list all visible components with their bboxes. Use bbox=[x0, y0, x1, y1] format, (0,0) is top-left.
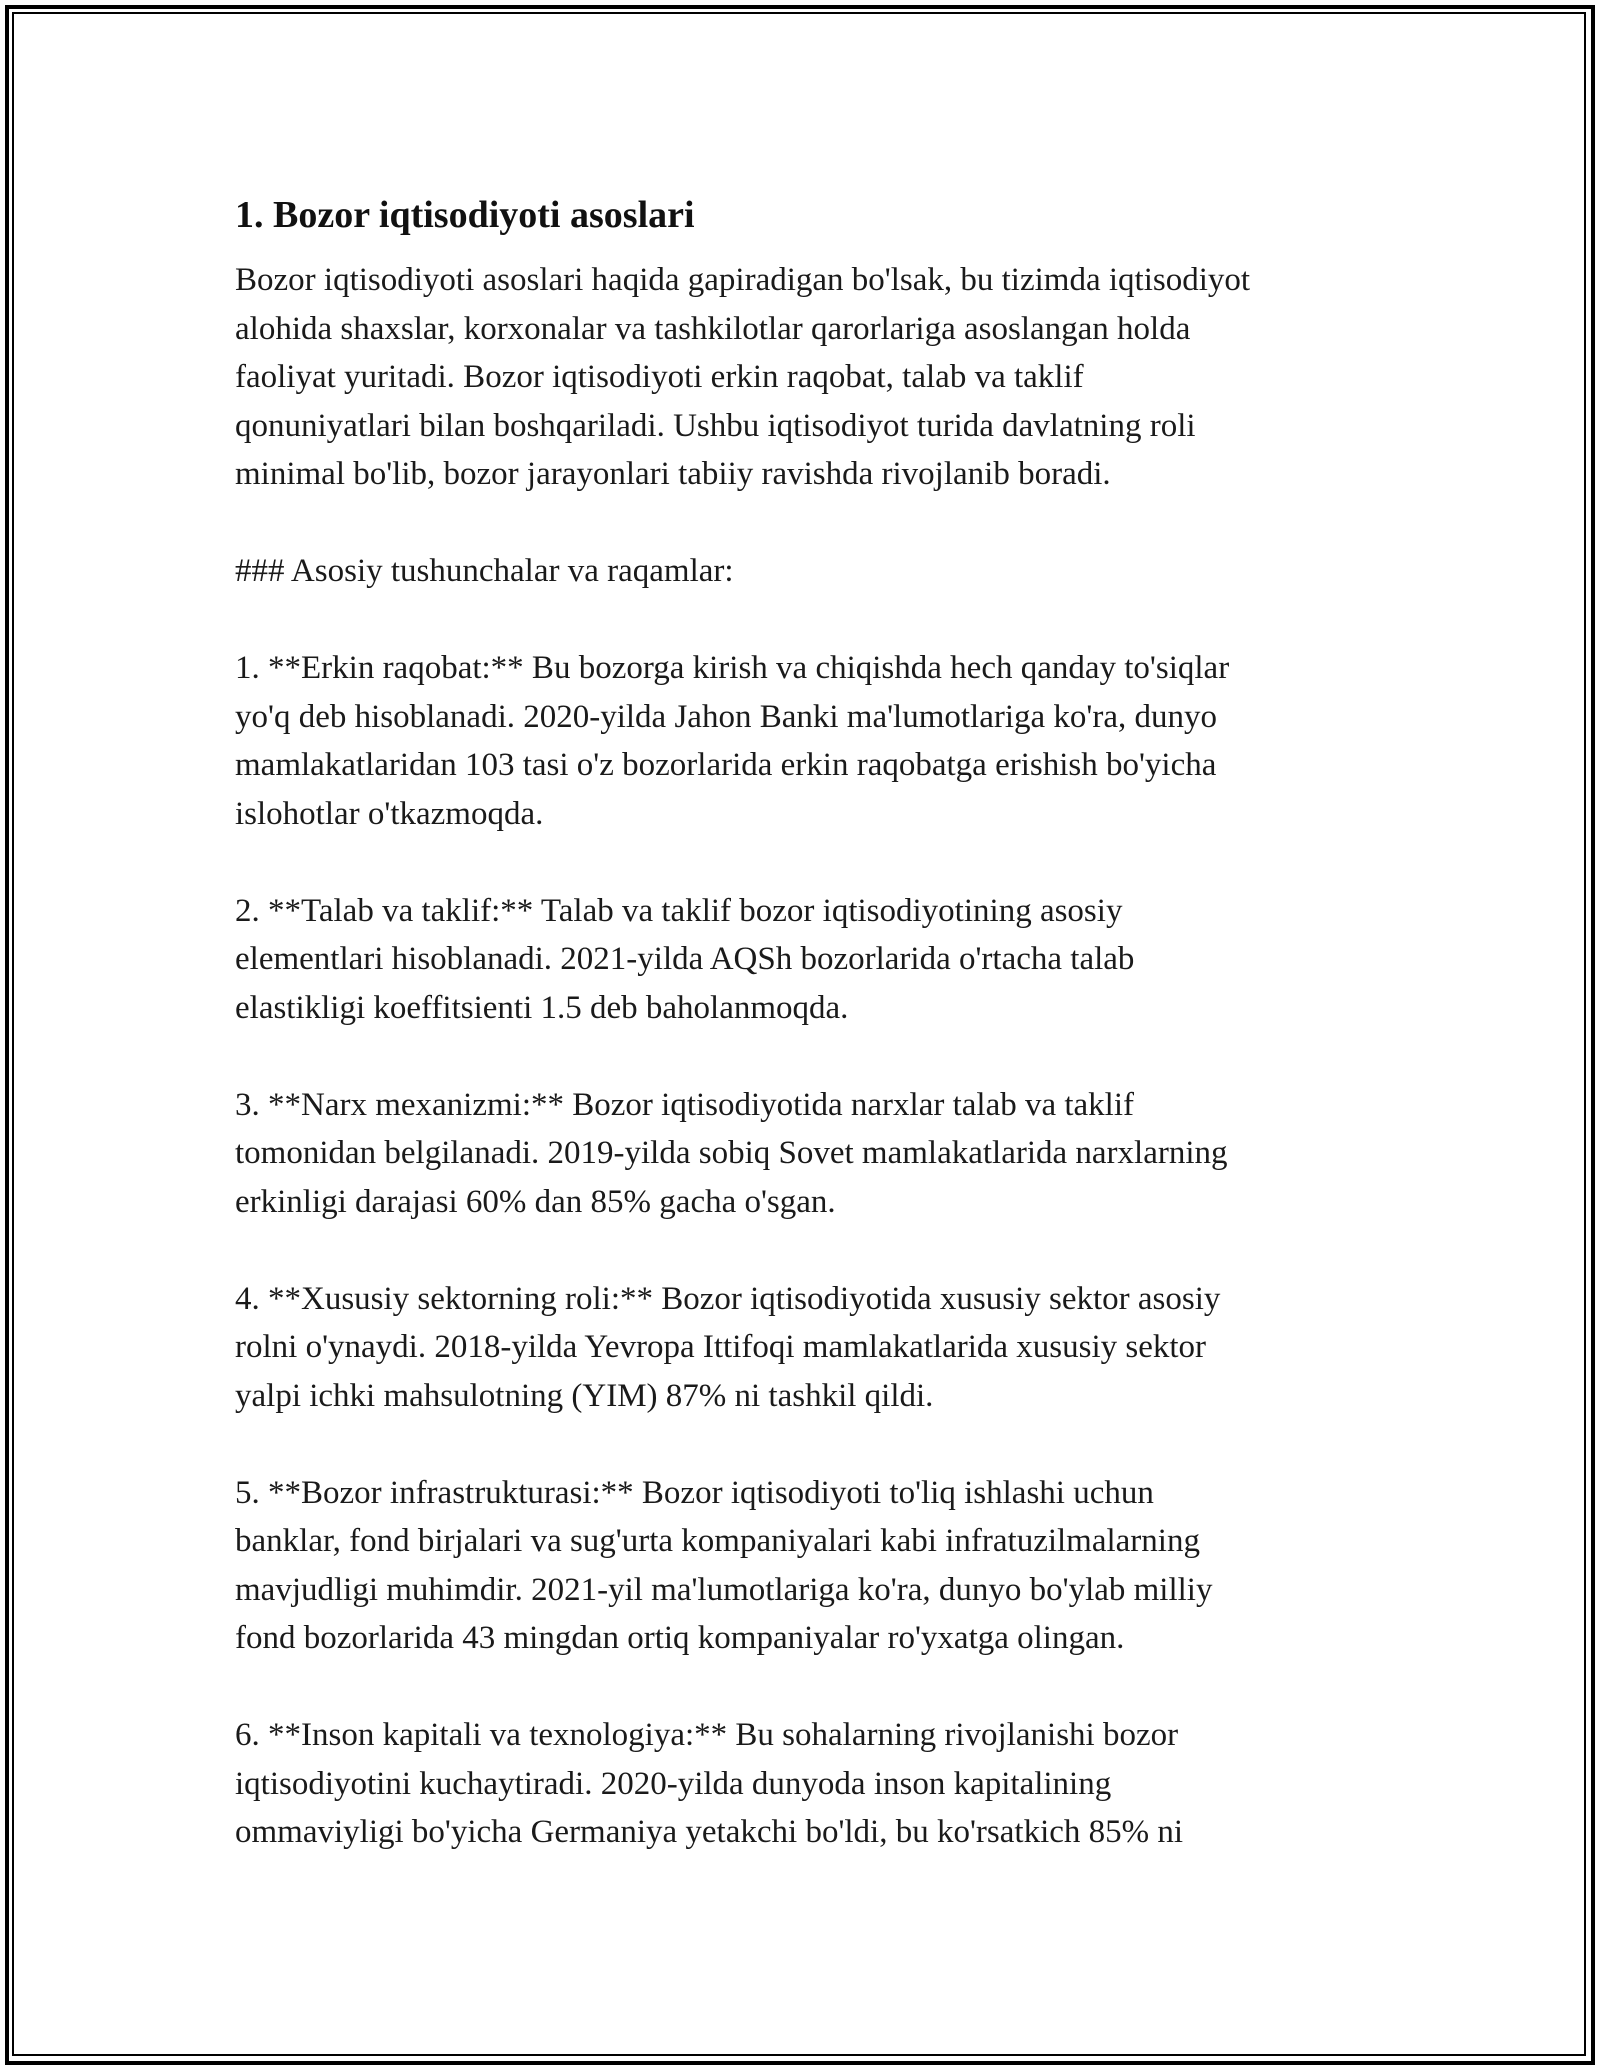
list-item-erkin-raqobat: 1. **Erkin raqobat:** Bu bozorga kirish va chiqishda hech qanday to'siqlar yo'q deb hisoblanadi. 2020-yilda Jahon Banki ma'lumotlariga ko'ra, dunyo mamlakatlaridan 103 tasi o'z bozorlarida erkin raqobatga erishish bo'yicha islohotlar o'tkazmoqda. bbox=[235, 650, 1230, 832]
list-item-narx-mexanizmi: 3. **Narx mexanizmi:** Bozor iqtisodiyotida narxlar talab va taklif tomonidan belgilanadi. 2019-yilda sobiq Sovet mamlakatlarida narxlarning erkinligi darajasi 60% dan 85% gacha o'sgan. bbox=[235, 1086, 1228, 1220]
list-item-talab-va-taklif: 2. **Talab va taklif:** Talab va taklif bozor iqtisodiyotining asosiy elementlari hisoblanadi. 2021-yilda AQSh bozorlarida o'rtacha talab elastikligi koeffitsienti 1.5 deb baholanmoqda. bbox=[235, 892, 1135, 1026]
list-item-bozor-infrastrukturasi: 5. **Bozor infrastrukturasi:** Bozor iqtisodiyoti to'liq ishlashi uchun banklar, fond birjalari va sug'urta kompaniyalari kabi infratuzilmalarning mavjudligi muhimdir. 2021-yil ma'lumotlariga ko'ra, dunyo bo'ylab milliy fond bozorlarida 43 mingdan ortiq kompaniyalar ro'yxatga olingan. bbox=[235, 1474, 1213, 1656]
list-item-xususiy-sektor: 4. **Xususiy sektorning roli:** Bozor iqtisodiyotida xususiy sektor asosiy rolni o'ynaydi. 2018-yilda Yevropa Ittifoqi mamlakatlarida xususiy sektor yalpi ichki mahsulotning (YIM) 87% ni tashkil qildi. bbox=[235, 1280, 1221, 1414]
subheading-paragraph: ### Asosiy tushunchalar va raqamlar: bbox=[235, 553, 734, 589]
list-item-inson-kapitali: 6. **Inson kapitali va texnologiya:** Bu sohalarning rivojlanishi bozor iqtisodiyotini kuchaytiradi. 2020-yilda dunyoda inson kapitalining ommaviyligi bo'yicha Germaniya yetakchi bo'ldi, bu ko'rsatkich 85% ni bbox=[235, 1717, 1184, 1850]
section-heading: 1. Bozor iqtisodiyoti asoslari bbox=[235, 194, 695, 236]
document-body bbox=[235, 180, 1385, 1857]
intro-paragraph: Bozor iqtisodiyoti asoslari haqida gapiradigan bo'lsak, bu tizimda iqtisodiyot alohida shaxslar, korxonalar va tashkilotlar qarorlariga asoslangan holda faoliyat yuritadi. Bozor iqtisodiyoti erkin raqobat, talab va taklif qonuniyatlari bilan boshqariladi. Ushbu iqtisodiyot turida davlatning roli minimal bo'lib, bozor jarayonlari tabiiy ravishda rivojlanib boradi. bbox=[235, 262, 1251, 492]
